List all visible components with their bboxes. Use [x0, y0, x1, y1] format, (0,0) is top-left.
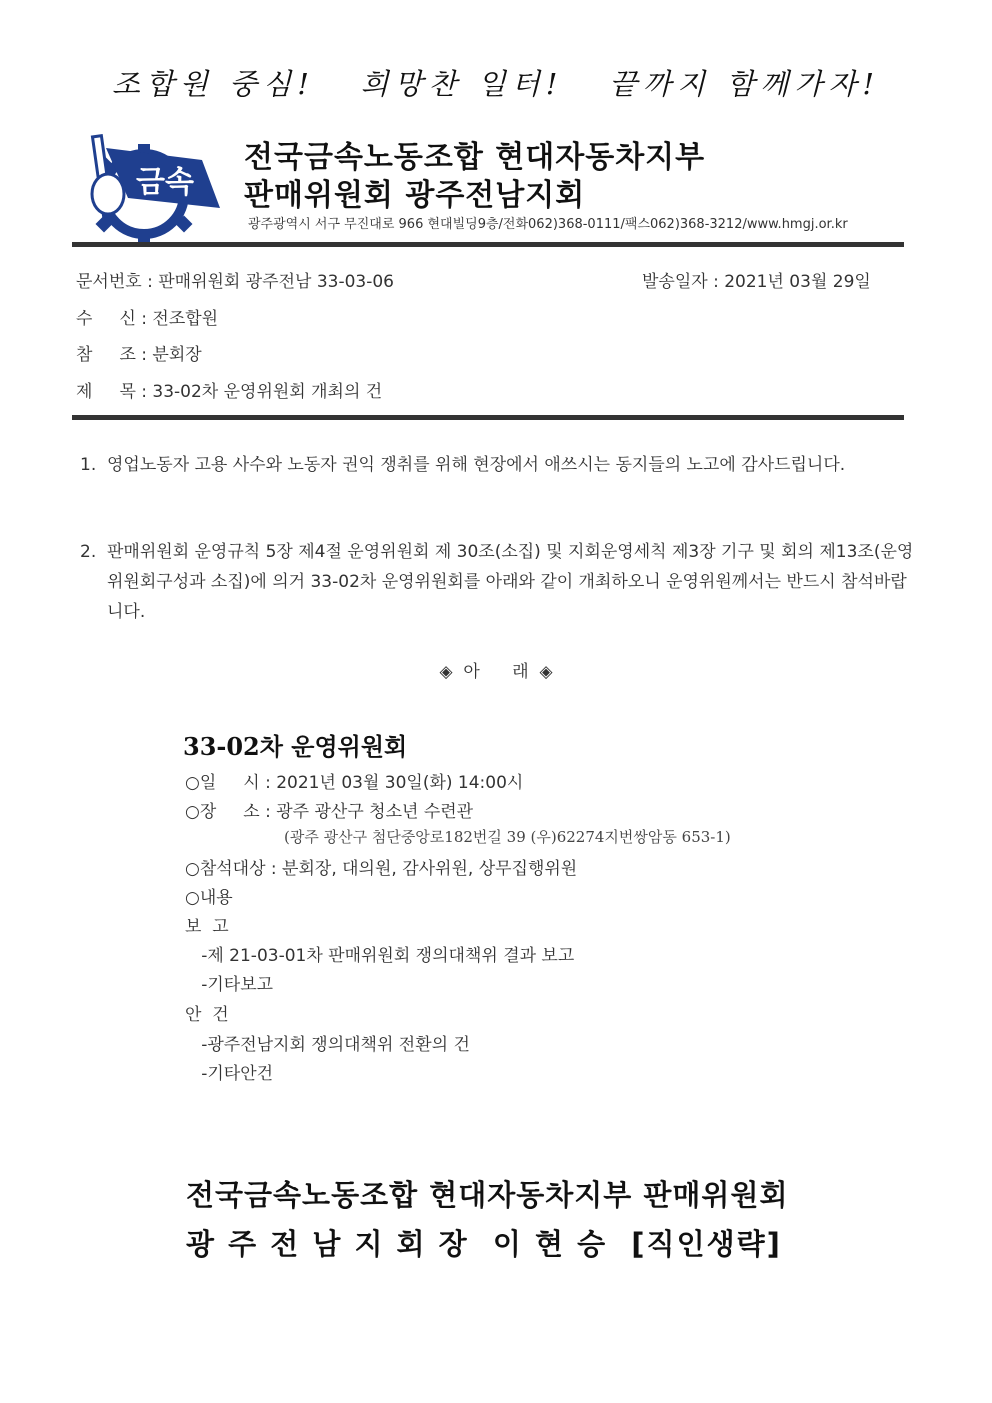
notice-heading: ◈ 아 래 ◈: [439, 662, 553, 682]
report-heading: 보 고: [185, 917, 229, 937]
report-item-2: -기타보고: [185, 975, 274, 995]
paragraph-1-text: 영업노동자 고용 사수와 노동자 권익 쟁취를 위해 현장에서 애쓰시는 동지들의 노고에 감사드립니다.: [107, 455, 846, 475]
meeting-attendees: ○참석대상 : 분회장, 대의원, 감사위원, 상무집행위원: [185, 859, 578, 879]
agenda-item-1: -광주전남지회 쟁의대책위 전환의 건: [185, 1035, 470, 1055]
footer-org: 전국금속노동조합 현대자동차지부 판매위원회: [186, 1178, 789, 1212]
meeting-title: 33-02차 운영위원회: [183, 732, 408, 761]
slogan: 조합원 중심! 희망찬 일터! 끝까지 함께가자!: [111, 67, 881, 101]
meeting-place: ○장 소 : 광주 광산구 청소년 수련관: [185, 802, 474, 822]
footer-signatory: 광 주 전 남 지 회 장 이 현 승 [직인생략]: [186, 1227, 782, 1261]
paragraph-2: [80, 537, 920, 627]
logo-text: 금속: [136, 165, 194, 200]
meeting-contents: ○내용: [185, 888, 233, 908]
paragraph-1: [80, 450, 920, 480]
report-item-1: -제 21-03-01차 판매위원회 쟁의대책위 결과 보고: [185, 946, 575, 966]
agenda-heading: 안 건: [185, 1005, 229, 1025]
meta-divider: [72, 415, 904, 420]
paragraph-2-number: 2.: [80, 542, 97, 562]
meeting-date: ○일 시 : 2021년 03월 30일(화) 14:00시: [185, 773, 524, 793]
paragraph-1-number: 1.: [80, 455, 97, 475]
recipient: 수 신 : 전조합원: [76, 309, 219, 329]
org-address: 광주광역시 서구 무진대로 966 현대빌딩9층/전화062)368-0111/팩스062)368-3212/www.hmgj.or.kr: [248, 217, 848, 232]
agenda-item-2: -기타안건: [185, 1064, 274, 1084]
paragraph-2-text: 판매위원회 운영규칙 5장 제4절 운영위원회 제 30조(소집) 및 지회운영세칙 제3장 기구 및 회의 제13조(운영위원회구성과 소집)에 의거 33-02차 운영위원회를 아래와 같이 개최하오니 운영위원께서는 반드시 참석바랍니다.: [107, 542, 914, 622]
meeting-place-address: (광주 광산구 첨단중앙로182번길 39 (우)62274지번쌍암동 653-1): [284, 828, 731, 846]
reference: 참 조 : 분회장: [76, 345, 202, 365]
doc-number: 문서번호 : 판매위원회 광주전남 33-03-06: [76, 272, 394, 292]
subject: 제 목 : 33-02차 운영위원회 개최의 건: [76, 382, 383, 402]
union-logo: [84, 130, 224, 242]
header-divider: [72, 242, 904, 247]
org-name-line1: 전국금속노동조합 현대자동차지부: [244, 140, 706, 175]
fist-icon: [92, 174, 124, 214]
org-name-line2: 판매위원회 광주전남지회: [244, 178, 586, 213]
send-date: 발송일자 : 2021년 03월 29일: [642, 272, 871, 292]
